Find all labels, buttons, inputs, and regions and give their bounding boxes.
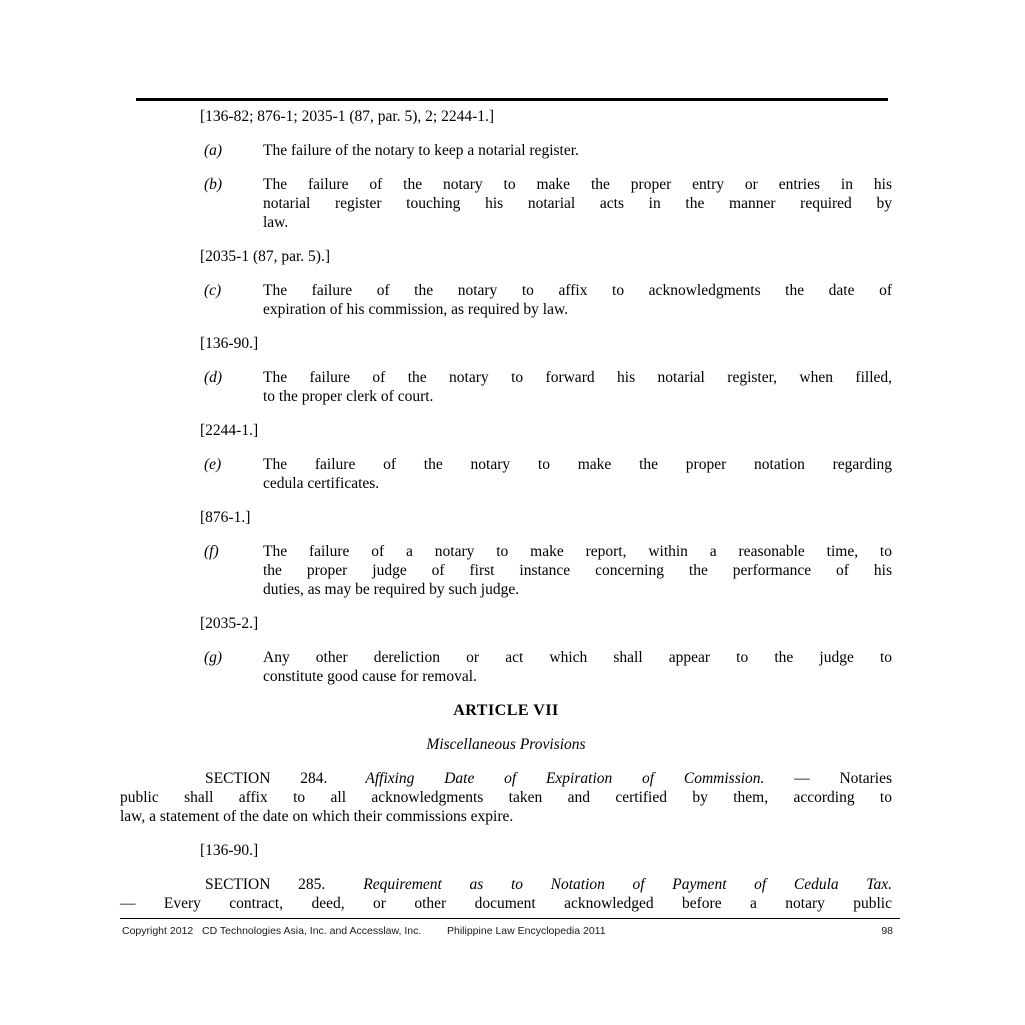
text-line — [263, 281, 892, 300]
text-segment: The failure of the notary to forward his notarial register, when filled, — [263, 369, 892, 386]
text-line — [120, 807, 892, 826]
text-segment: cedula certificates. — [263, 475, 380, 492]
text-line — [263, 542, 892, 561]
citation-ref — [200, 508, 892, 527]
text-line — [200, 841, 892, 860]
list-item-label: (g) — [204, 649, 223, 666]
text-segment: constitute good cause for removal. — [263, 668, 477, 685]
text-line — [120, 894, 892, 913]
text-line — [200, 334, 892, 353]
text-line — [263, 300, 892, 319]
text-line — [263, 194, 892, 213]
text-segment: The failure of the notary to make the proper notation regarding — [263, 456, 892, 473]
text-segment: duties, as may be required by such judge. — [263, 581, 520, 598]
page-footer — [120, 918, 900, 941]
text-segment: Requirement as to Notation of Payment of Cedula Tax. — [363, 876, 892, 893]
text-segment: Affixing Date of Expiration of Commission. — [365, 770, 765, 787]
text-segment: [136-90.] — [200, 335, 259, 352]
text-segment: [136-90.] — [200, 842, 259, 859]
list-item-f — [120, 542, 892, 599]
text-segment: expiration of his commission, as required by law. — [263, 301, 569, 318]
list-item-b — [120, 175, 892, 232]
list-item-label: (a) — [204, 142, 223, 159]
list-item-d — [120, 368, 892, 406]
text-segment: [876-1.] — [200, 509, 251, 526]
document-content — [120, 101, 892, 913]
text-line — [120, 701, 892, 720]
text-segment: [2035-2.] — [200, 615, 259, 632]
citation-ref — [200, 841, 892, 860]
list-item-label: (d) — [204, 369, 223, 386]
text-segment: The failure of a notary to make report, within a reasonable time, to — [263, 543, 892, 560]
text-segment: SECTION 284. — [205, 770, 328, 787]
text-line — [200, 614, 892, 633]
text-segment: notarial register touching his notarial acts in the manner required by — [263, 195, 892, 212]
citation-ref — [200, 334, 892, 353]
text-segment: — Notaries — [764, 770, 892, 787]
text-line — [263, 387, 892, 406]
text-line — [263, 455, 892, 474]
footer-copyright: Copyright 2012 — [122, 925, 194, 937]
citation-ref — [200, 107, 892, 126]
text-segment: to the proper clerk of court. — [263, 388, 434, 405]
text-segment: public shall affix to all acknowledgments taken and certified by them, according to — [120, 789, 892, 806]
text-segment: the proper judge of first instance concerning the performance of his — [263, 562, 892, 579]
text-line — [200, 508, 892, 527]
text-line — [120, 875, 892, 894]
list-item-label: (c) — [204, 282, 222, 299]
text-line — [200, 247, 892, 266]
text-line — [120, 788, 892, 807]
section-paragraph — [120, 875, 892, 913]
article-subheading — [120, 735, 892, 754]
text-segment: [136-82; 876-1; 2035-1 (87, par. 5), 2; 2244-1.] — [200, 108, 495, 125]
text-segment: SECTION 285. — [205, 876, 326, 893]
text-line — [120, 769, 892, 788]
text-segment: law, a statement of the date on which their commissions expire. — [120, 808, 514, 825]
text-segment: Any other dereliction or act which shall appear to the judge to — [263, 649, 892, 666]
citation-ref — [200, 247, 892, 266]
citation-ref — [200, 614, 892, 633]
text-segment: ARTICLE VII — [453, 702, 559, 719]
text-segment: law. — [263, 214, 289, 231]
list-item-label: (f) — [204, 543, 219, 560]
text-segment: The failure of the notary to make the proper entry or entries in his — [263, 176, 892, 193]
text-segment: The failure of the notary to keep a notarial register. — [263, 142, 579, 159]
text-line — [263, 368, 892, 387]
text-segment: [2244-1.] — [200, 422, 259, 439]
text-line — [263, 175, 892, 194]
section-paragraph — [120, 769, 892, 826]
text-line — [263, 141, 892, 160]
text-segment: Miscellaneous Provisions — [426, 736, 586, 753]
text-line — [200, 421, 892, 440]
footer-page-number: 98 — [881, 925, 893, 937]
list-item-label: (b) — [204, 176, 223, 193]
text-segment: [2035-1 (87, par. 5).] — [200, 248, 330, 265]
footer-publisher: CD Technologies Asia, Inc. and Accesslaw, Inc. — [202, 925, 422, 937]
text-line — [263, 474, 892, 493]
text-segment: The failure of the notary to affix to acknowledgments the date of — [263, 282, 892, 299]
text-line — [263, 213, 892, 232]
citation-ref — [200, 421, 892, 440]
list-item-label: (e) — [204, 456, 222, 473]
text-segment: — Every contract, deed, or other document acknowledged before a notary public — [120, 895, 892, 912]
footer-edition: Philippine Law Encyclopedia 2011 — [447, 925, 606, 937]
list-item-g — [120, 648, 892, 686]
text-line — [120, 735, 892, 754]
list-item-c — [120, 281, 892, 319]
text-line — [263, 667, 892, 686]
list-item-e — [120, 455, 892, 493]
text-line — [200, 107, 892, 126]
text-line — [263, 580, 892, 599]
text-line — [263, 561, 892, 580]
text-line — [263, 648, 892, 667]
list-item-a — [120, 141, 892, 160]
article-heading — [120, 701, 892, 720]
